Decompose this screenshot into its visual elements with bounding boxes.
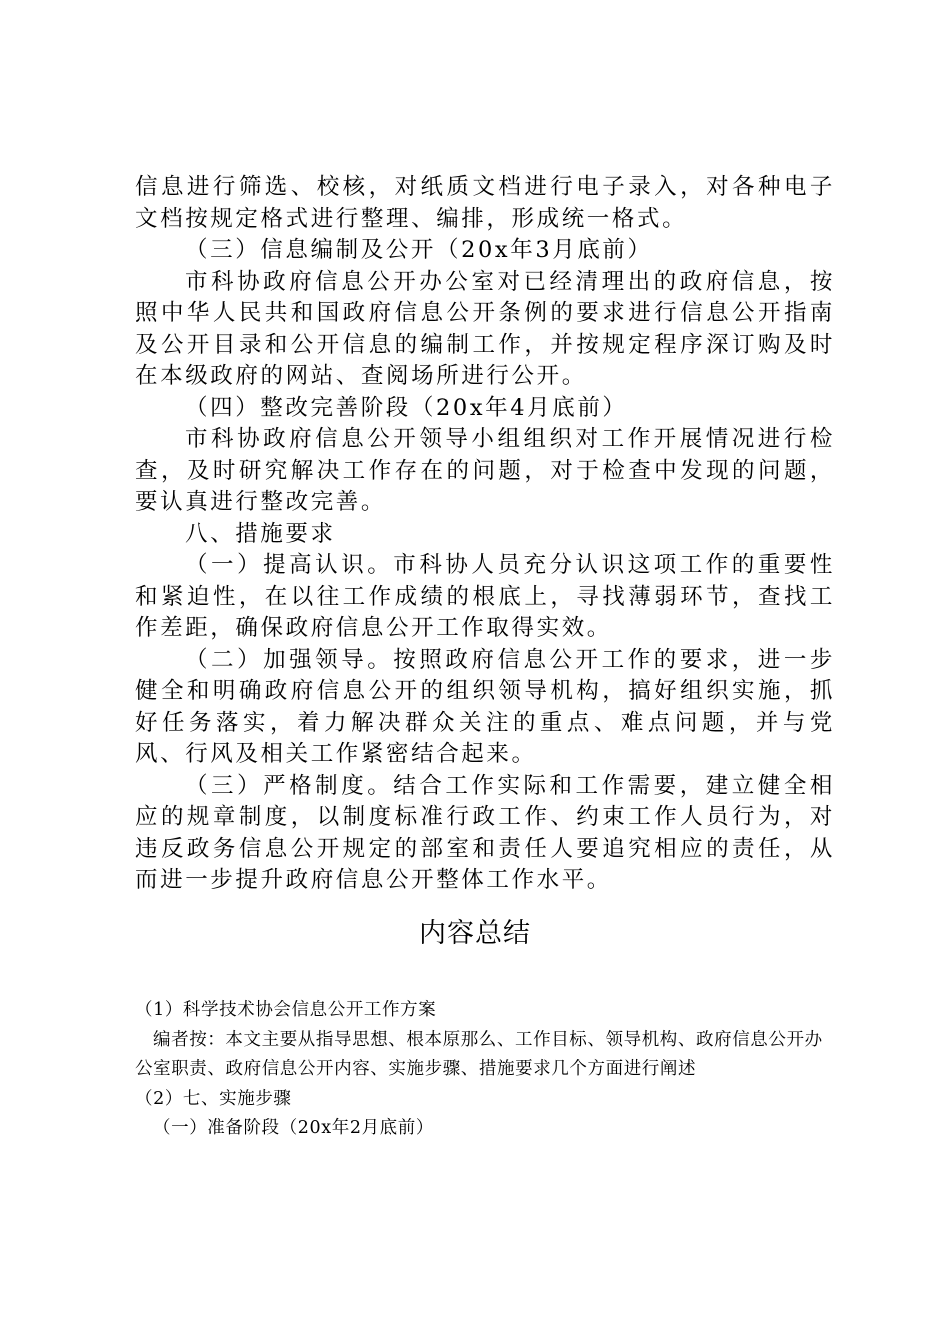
paragraph: 信息进行筛选、校核，对纸质文档进行电子录入，对各种电子文档按规定格式进行整理、编排，形成统一格式。: [135, 174, 835, 232]
paragraph: 市科协政府信息公开领导小组组织对工作开展情况进行检查，及时研究解决工作存在的问题，对于检查中发现的问题，要认真进行整改完善。: [135, 426, 835, 515]
paragraph: （二）加强领导。按照政府信息公开工作的要求，进一步健全和明确政府信息公开的组织领导机构，搞好组织实施，抓好任务落实，着力解决群众关注的重点、难点问题，并与党风、行风及相关工作紧密结合起来。: [135, 646, 835, 767]
paragraph: （一）提高认识。市科协人员充分认识这项工作的重要性和紧迫性，在以往工作成绩的根底上，寻找薄弱环节，查找工作差距，确保政府信息公开工作取得实效。: [135, 552, 835, 641]
section-heading: （四）整改完善阶段（20x年4月底前）: [185, 394, 628, 421]
summary-item: （1）科学技术协会信息公开工作方案: [135, 1000, 437, 1020]
summary-item: （2）七、实施步骤: [135, 1088, 292, 1109]
summary-item: 编者按：本文主要从指导思想、根本原那么、工作目标、领导机构、政府信息公开办公室职责、政府信息公开内容、实施步骤、措施要求几个方面进行阐述: [135, 1029, 823, 1079]
section-heading: 八、措施要求: [185, 520, 336, 547]
summary-title: 内容总结: [419, 918, 531, 949]
body-text: [135, 172, 835, 897]
section-heading: （三）信息编制及公开（20x年3月底前）: [185, 237, 653, 263]
paragraph: 市科协政府信息公开办公室对已经清理出的政府信息，按照中华人民共和国政府信息公开条例的要求进行信息公开指南及公开目录和公开信息的编制工作，并按规定程序深订购及时在本级政府的网站、查阅场所进行公开。: [135, 268, 835, 389]
summary-list: [135, 996, 835, 1144]
paragraph: （三）严格制度。结合工作实际和工作需要，建立健全相应的规章制度，以制度标准行政工作、约束工作人员行为，对违反政务信息公开规定的部室和责任人要追究相应的责任，从而进一步提升政府信息公开整体工作水平。: [135, 772, 835, 893]
summary-item: （一）准备阶段（20x年2月底前）: [153, 1118, 434, 1138]
